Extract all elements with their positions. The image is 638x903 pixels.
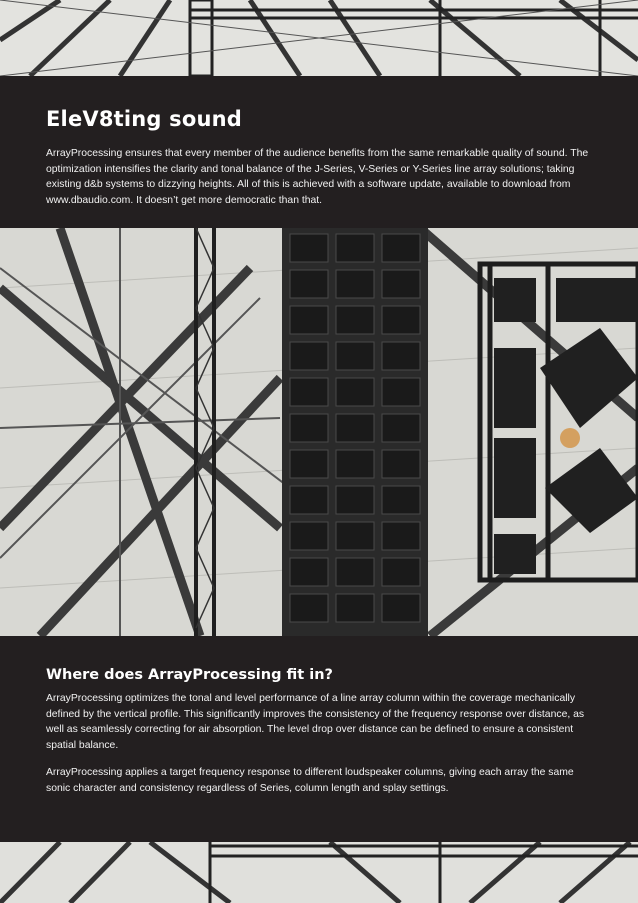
intro-section [46,76,594,220]
section-title: EleV8ting sound [46,107,243,131]
fit-paragraph-1: ArrayProcessing optimizes the tonal and level performance of a line array column within the coverage mechanically defined by the vertical profile. This significantly improves the consistency of the frequency response over distance, as well as seamlessly correcting for air absorption. The level drop over distance can be defined to ensure a consistent spatial balance. [46,693,585,751]
fit-paragraph-2: ArrayProcessing applies a target frequency response to different loudspeaker columns, giving each array the same sonic character and consistency regardless of Series, column length and splay settings. [46,767,574,794]
ceiling-truss-photo-top [0,0,638,76]
line-array-truss-photo [0,228,638,636]
ceiling-truss-photo-bottom [0,842,638,903]
section-heading: Where does ArrayProcessing fit in? [46,667,333,683]
intro-paragraph: ArrayProcessing ensures that every member of the audience benefits from the same remarkable quality of sound. The optimization intensifies the clarity and tonal balance of the J-Series, V-Series or Y-Series line array solutions; taking existing d&b systems to dizzying heights. All of this is achieved with a software update, available to download from www.dbaudio.com. It doesn’t get more democratic than that. [46,148,589,206]
fit-section [46,636,594,809]
